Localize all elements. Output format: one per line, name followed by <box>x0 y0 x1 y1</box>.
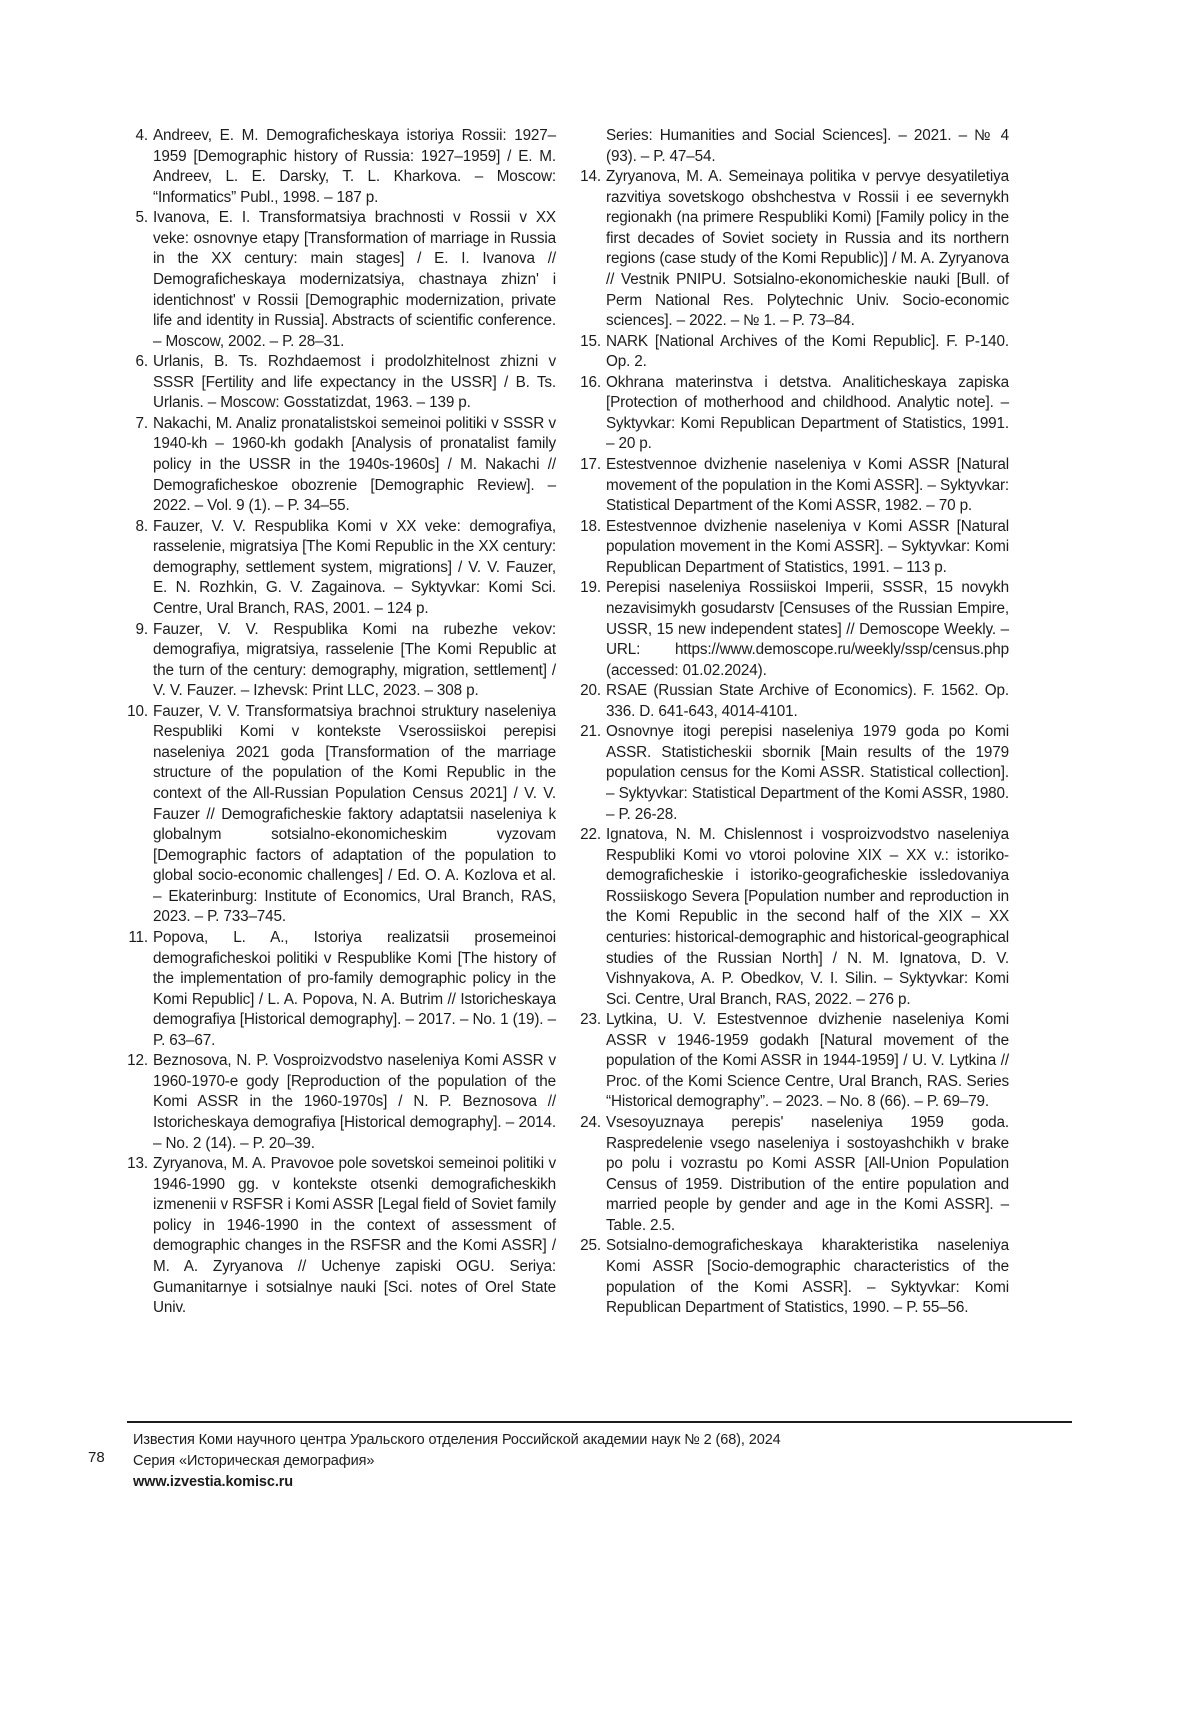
reference-item <box>580 1010 1009 1113</box>
reference-number: 21. <box>580 723 601 741</box>
reference-text: Osnovnye itogi perepisi naseleniya 1979 goda po Komi ASSR. Statisticheskii sbornik [Main results of the 1979 population census for the Komi ASSR. Statistical collection]. – Syktyvkar: Statistical Department of the Komi ASSR, 1980. – P. 26-28. <box>606 723 1009 823</box>
reference-text: Fauzer, V. V. Transformatsiya brachnoi struktury naseleniya Respubliki Komi v kontekste Vserossiiskoi perepisi naseleniya 2021 goda [Transformation of the marriage structure of the population of the Komi Republic in the context of the All-Russian Population Census 2021] / V. V. Fauzer // Demograficheskie faktory adaptatsii naseleniya k globalnym sotsialno-ekonomicheskim vyzovam [Demographic factors of adaptation of the population to global socio-economic challenges] / Ed. O. A. Kozlova et al. – Ekaterinburg: Institute of Economics, Ural Branch, RAS, 2023. – P. 733–745. <box>153 702 556 926</box>
reference-number: 23. <box>580 1011 601 1029</box>
references-left-column <box>127 126 556 1319</box>
reference-text: Lytkina, U. V. Estestvennoe dvizhenie naseleniya Komi ASSR v 1946-1959 godakh [Natural movement of the population of the Komi ASSR in 1944-1959] / U. V. Lytkina // Proc. of the Komi Science Centre, Ural Branch, RAS. Series “Historical demography”. – 2023. – No. 8 (66). – P. 69–79. <box>606 1011 1009 1111</box>
reference-item <box>127 414 556 517</box>
reference-number: 18. <box>580 517 601 535</box>
reference-text: Urlanis, B. Ts. Rozhdaemost i prodolzhitelnost zhizni v SSSR [Fertility and life expectancy in the USSR] / B. Ts. Urlanis. – Moscow: Gosstatizdat, 1963. – 139 p. <box>153 353 556 412</box>
reference-number: 15. <box>580 332 601 350</box>
reference-number: 10. <box>127 702 148 720</box>
reference-text: Popova, L. A., Istoriya realizatsii prosemeinoi demograficheskoi politiki v Respublike Komi [The history of the implementation of pro-family demographic policy in the Komi Republic] / L. A. Popova, N. A. Butrim // Istoricheskaya demografiya [Historical demography]. – 2017. – No. 1 (19). – P. 63–67. <box>153 928 556 1049</box>
reference-item <box>580 517 1009 579</box>
reference-item <box>580 332 1009 373</box>
reference-number: 5. <box>135 209 148 227</box>
footer-website: www.izvestia.komisc.ru <box>133 1474 294 1491</box>
reference-item <box>127 1051 556 1154</box>
reference-text: Fauzer, V. V. Respublika Komi v XX veke: demografiya, rasselenie, migratsiya [The Komi Republic in the XX century: demography, settlement system, migrations] / V. V. Fauzer, E. N. Rozhkin, G. V. Zagainova. – Syktyvkar: Komi Sci. Centre, Ural Branch, RAS, 2001. – 124 p. <box>153 517 556 617</box>
reference-item <box>127 126 556 208</box>
reference-number: 25. <box>580 1237 601 1255</box>
reference-text: Okhrana materinstva i detstva. Analiticheskaya zapiska [Protection of motherhood and childhood. Analytic note]. – Syktyvkar: Komi Republican Department of Statistics, 1991. – 20 p. <box>606 373 1009 453</box>
reference-number: 12. <box>127 1052 148 1070</box>
reference-text: Estestvennoe dvizhenie naseleniya v Komi ASSR [Natural population movement in the Komi ASSR]. – Syktyvkar: Komi Republican Department of Statistics, 1991. – 113 p. <box>606 517 1009 576</box>
reference-item <box>127 702 556 928</box>
reference-item <box>580 578 1009 681</box>
page-number: 78 <box>88 1448 105 1466</box>
reference-text: Estestvennoe dvizhenie naseleniya v Komi ASSR [Natural movement of the population in the Komi ASSR]. – Syktyvkar: Statistical Department of the Komi ASSR, 1982. – 70 p. <box>606 456 1009 515</box>
reference-item <box>127 352 556 414</box>
reference-item <box>580 681 1009 722</box>
reference-text: Series: Humanities and Social Sciences]. – 2021. – № 4 (93). – P. 47–54. <box>606 127 1009 165</box>
reference-text: Ignatova, N. M. Chislennost i vosproizvodstvo naseleniya Respubliki Komi vo vtoroi polovine XIX – XX v.: istoriko-demograficheskie i istoriko-geograficheskie issledovaniya Rossiiskogo Severa [Population number and reproduction in the Komi Republic in the second half of the XIX – XX centuries: historical-demographic and historical-geographical studies of the Russian North] / N. M. Ignatova, D. V. Vishnyakova, A. P. Obedkov, V. I. Silin. – Syktyvkar: Komi Sci. Centre, Ural Branch, RAS, 2022. – 276 p. <box>606 826 1009 1008</box>
reference-item <box>580 825 1009 1010</box>
reference-number: 19. <box>580 579 601 597</box>
page-footer <box>88 1421 1072 1493</box>
reference-text: Nakachi, M. Analiz pronatalistskoi semeinoi politiki v SSSR v 1940-kh – 1960-kh godakh [Analysis of pronatalist family policy in the USSR in the 1940s-1960s] / M. Nakachi // Demograficheskoe obozrenie [Demographic Review]. – 2022. – Vol. 9 (1). – P. 34–55. <box>153 414 556 515</box>
reference-item <box>580 455 1009 517</box>
reference-number: 7. <box>135 414 148 432</box>
reference-text: Beznosova, N. P. Vosproizvodstvo naseleniya Komi ASSR v 1960-1970-e gody [Reproduction of the population of the Komi ASSR in the 1960-1970s] / N. P. Beznosova // Istoricheskaya demografiya [Historical demography]. – 2014. – No. 2 (14). – P. 20–39. <box>153 1052 556 1152</box>
reference-item <box>127 620 556 702</box>
reference-text: Zyryanova, M. A. Semeinaya politika v pervye desyatiletiya razvitiya sovetskogo obshchestva v Rossii i ee severnykh regionakh (na primere Respubliki Komi) [Family policy in the first decades of Soviet society in Russia and its northern regions (case study of the Komi Republic)] / M. A. Zyryanova // Vestnik PNIPU. Sotsialno-ekonomicheskie nauki [Bull. of Perm National Res. Polytechnic Univ. Socio-economic sciences]. – 2022. – № 1. – P. 73–84. <box>606 168 1009 330</box>
reference-text: RSAE (Russian State Archive of Economics). F. 1562. Op. 336. D. 641-643, 4014-4101. <box>606 682 1009 720</box>
reference-number: 8. <box>135 517 148 535</box>
reference-text: Ivanova, E. I. Transformatsiya brachnosti v Rossii v XX veke: osnovnye etapy [Transformation of marriage in Russia in the XX century: main stages] / E. I. Ivanova // Demograficheskaya modernizatsiya, chastnaya zhizn' i identichnost' v Rossii [Demographic modernization, private life and identity in Russia]. Abstracts of scientific conference. – Moscow, 2002. – P. 28–31. <box>153 209 556 350</box>
reference-number: 6. <box>135 353 148 371</box>
reference-item <box>580 1236 1009 1318</box>
reference-text: Fauzer, V. V. Respublika Komi na rubezhe vekov: demografiya, migratsiya, rasselenie [The Komi Republic at the turn of the century: demography, migration, settlement] / V. V. Fauzer. – Izhevsk: Print LLC, 2023. – 308 p. <box>153 620 556 700</box>
footer-content <box>127 1421 1072 1493</box>
reference-item <box>127 208 556 352</box>
footer-journal-title: Известия Коми научного центра Уральского отделения Российской академии наук № 2 (68), 2024 <box>133 1432 781 1448</box>
reference-item <box>127 517 556 620</box>
reference-text: Sotsialno-demograficheskaya kharakteristika naseleniya Komi ASSR [Socio-demographic characteristics of the population of the Komi ASSR]. – Syktyvkar: Komi Republican Department of Statistics, 1990. – P. 55–56. <box>606 1237 1009 1317</box>
reference-number: 22. <box>580 826 601 844</box>
reference-number: 9. <box>135 620 148 638</box>
references-section <box>127 126 1009 1319</box>
reference-number: 17. <box>580 456 601 473</box>
reference-number: 11. <box>128 928 148 946</box>
reference-number: 16. <box>580 373 601 391</box>
reference-text: Andreev, E. M. Demograficheskaya istoriya Rossii: 1927–1959 [Demographic history of Russia: 1927–1959] / E. M. Andreev, L. E. Darsky, T. L. Kharkova. – Moscow: “Informatics” Publ., 1998. – 187 p. <box>153 127 556 206</box>
footer-series-title: Серия «Историческая демография» <box>133 1453 375 1470</box>
reference-text: Perepisi naseleniya Rossiiskoi Imperii, SSSR, 15 novykh nezavisimykh gosudarstv [Censuses of the Russian Empire, USSR, 15 new independent states] // Demoscope Weekly. – URL: https://www.demoscope.ru/weekly/ssp/census.php (accessed: 01.02.2024). <box>606 579 1009 679</box>
reference-item <box>580 373 1009 455</box>
references-right-column <box>580 126 1009 1319</box>
reference-number: 20. <box>580 682 601 700</box>
reference-text: NARK [National Archives of the Komi Republic]. F. P-140. Op. 2. <box>606 332 1009 371</box>
reference-number: 24. <box>580 1114 601 1131</box>
reference-text: Zyryanova, M. A. Pravovoe pole sovetskoi semeinoi politiki v 1946-1990 gg. v kontekste otsenki demograficheskikh izmenenii v RSFSR i Komi ASSR [Legal field of Soviet family policy in 1946-1990 in the context of assessment of demographic changes in the RSFSR and the Komi ASSR] / M. A. Zyryanova // Uchenye zapiski OGU. Seriya: Gumanitarnye i sotsialnye nauki [Sci. notes of Orel State Univ. <box>153 1155 556 1317</box>
reference-item <box>127 928 556 1051</box>
reference-number: 14. <box>580 168 601 186</box>
reference-item <box>580 722 1009 825</box>
reference-number: 4. <box>135 127 148 144</box>
reference-number: 13. <box>127 1155 148 1173</box>
reference-item <box>580 1113 1009 1236</box>
reference-continuation <box>580 126 1009 167</box>
reference-item <box>127 1154 556 1319</box>
reference-number <box>580 126 606 167</box>
reference-text: Vsesoyuznaya perepis' naseleniya 1959 goda. Raspredelenie vsego naseleniya i sostoyashchikh v brake po polu i vozrastu po Komi ASSR [All-Union Population Census of 1959. Distribution of the entire population and married people by gender and age in the Komi ASSR]. – Table. 2.5. <box>606 1114 1009 1234</box>
reference-item <box>580 167 1009 332</box>
